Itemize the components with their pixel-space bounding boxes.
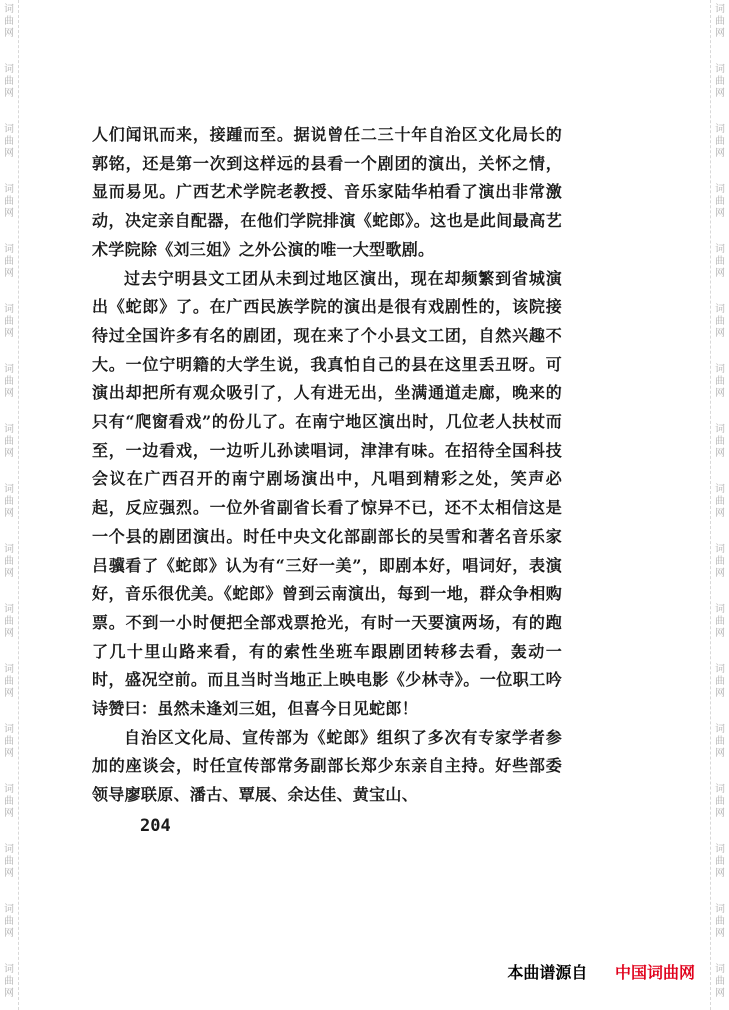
watermark-mark: 词 曲 网 (4, 784, 14, 819)
watermark-mark: 词 曲 网 (4, 184, 14, 219)
watermark-mark: 词 曲 网 (715, 364, 725, 399)
paragraph-symposium: 自治区文化局、宣传部为《蛇郎》组织了多次有专家学者参加的座谈会，时任宣传部常务副部长郑少东亲自主持。好些部委领导廖联原、潘古、覃展、余达佳、黄宝山、 (92, 727, 562, 805)
watermark-mark: 词 曲 网 (715, 4, 725, 39)
watermark-mark: 词 曲 网 (715, 64, 725, 99)
watermark-mark: 词 曲 网 (715, 664, 725, 699)
watermark-mark: 词 曲 网 (4, 244, 14, 279)
watermark-mark: 词 曲 网 (715, 124, 725, 159)
watermark-mark: 词 曲 网 (4, 484, 14, 519)
paragraph-performances: 过去宁明县文工团从未到过地区演出，现在却频繁到省城演出《蛇郎》了。在广西民族学院的演出是很有戏剧性的，该院接待过全国许多有名的剧团，现在来了个小县文工团，自然兴趣不大。一位宁明籍的大学生说，我真怕自己的县在这里丢丑呀。可演出却把所有观众吸引了，人有进无出，坐满通道走廊，晚来的只有“爬窗看戏”的份儿了。在南宁地区演出时，几位老人扶杖而至，一边看戏，一边听儿孙读唱词，津津有味。在招待全国科技会议在广西召开的南宁剧场演出中，凡唱到精彩之处，笑声必起，反应强烈。一位外省副省长看了惊异不已，还不太相信这是一个县的剧团演出。时任中央文化部副部长的吴雪和著名音乐家吕骥看了《蛇郎》认为有“三好一美”，即剧本好，唱词好，表演好，音乐很优美。《蛇郎》曾到云南演出，每到一地，群众争相购票。不到一小时便把全部戏票抢光，有时一天要演两场，有的跑了几十里山路来看，有的索性坐班车跟剧团转移去看，轰动一时，盛况空前。而且当时当地正上映电影《少林寺》。一位职工吟诗赞曰：虽然未逢刘三姐，但喜今日见蛇郎！ (92, 268, 562, 719)
watermark-mark: 词 曲 网 (4, 64, 14, 99)
watermark-mark: 词 曲 网 (4, 124, 14, 159)
source-footer (507, 960, 695, 983)
page-number: 204 (140, 816, 171, 836)
watermark-mark: 词 曲 网 (4, 664, 14, 699)
watermark-mark: 词 曲 网 (715, 424, 725, 459)
watermark-mark: 词 曲 网 (715, 244, 725, 279)
source-label: 本曲谱源自 (507, 963, 588, 982)
watermark-mark: 词 曲 网 (4, 904, 14, 939)
watermark-mark: 词 曲 网 (4, 4, 14, 39)
right-watermark-strip (710, 0, 729, 1010)
watermark-mark: 词 曲 网 (4, 724, 14, 759)
watermark-mark: 词 曲 网 (715, 484, 725, 519)
watermark-mark: 词 曲 网 (715, 184, 725, 219)
page-body-text (92, 121, 562, 810)
watermark-mark: 词 曲 网 (4, 844, 14, 879)
watermark-mark: 词 曲 网 (4, 304, 14, 339)
watermark-mark: 词 曲 网 (715, 964, 725, 999)
watermark-mark: 词 曲 网 (4, 424, 14, 459)
source-site-link[interactable]: 中国词曲网 (614, 963, 695, 982)
watermark-mark: 词 曲 网 (715, 724, 725, 759)
watermark-mark: 词 曲 网 (715, 844, 725, 879)
watermark-mark: 词 曲 网 (4, 364, 14, 399)
watermark-mark: 词 曲 网 (4, 964, 14, 999)
watermark-mark: 词 曲 网 (715, 904, 725, 939)
watermark-mark: 词 曲 网 (715, 604, 725, 639)
watermark-mark: 词 曲 网 (4, 604, 14, 639)
watermark-mark: 词 曲 网 (715, 544, 725, 579)
watermark-mark: 词 曲 网 (715, 304, 725, 339)
watermark-mark: 词 曲 网 (715, 784, 725, 819)
left-watermark-strip (0, 0, 19, 1010)
paragraph-continued: 人们闻讯而来，接踵而至。据说曾任二三十年自治区文化局长的郭铭，还是第一次到这样远的县看一个剧团的演出，关怀之情，显而易见。广西艺术学院老教授、音乐家陆华柏看了演出非常激动，决定亲自配器，在他们学院排演《蛇郎》。这也是此间最高艺术学院除《刘三姐》之外公演的唯一大型歌剧。 (92, 125, 562, 259)
watermark-mark: 词 曲 网 (4, 544, 14, 579)
